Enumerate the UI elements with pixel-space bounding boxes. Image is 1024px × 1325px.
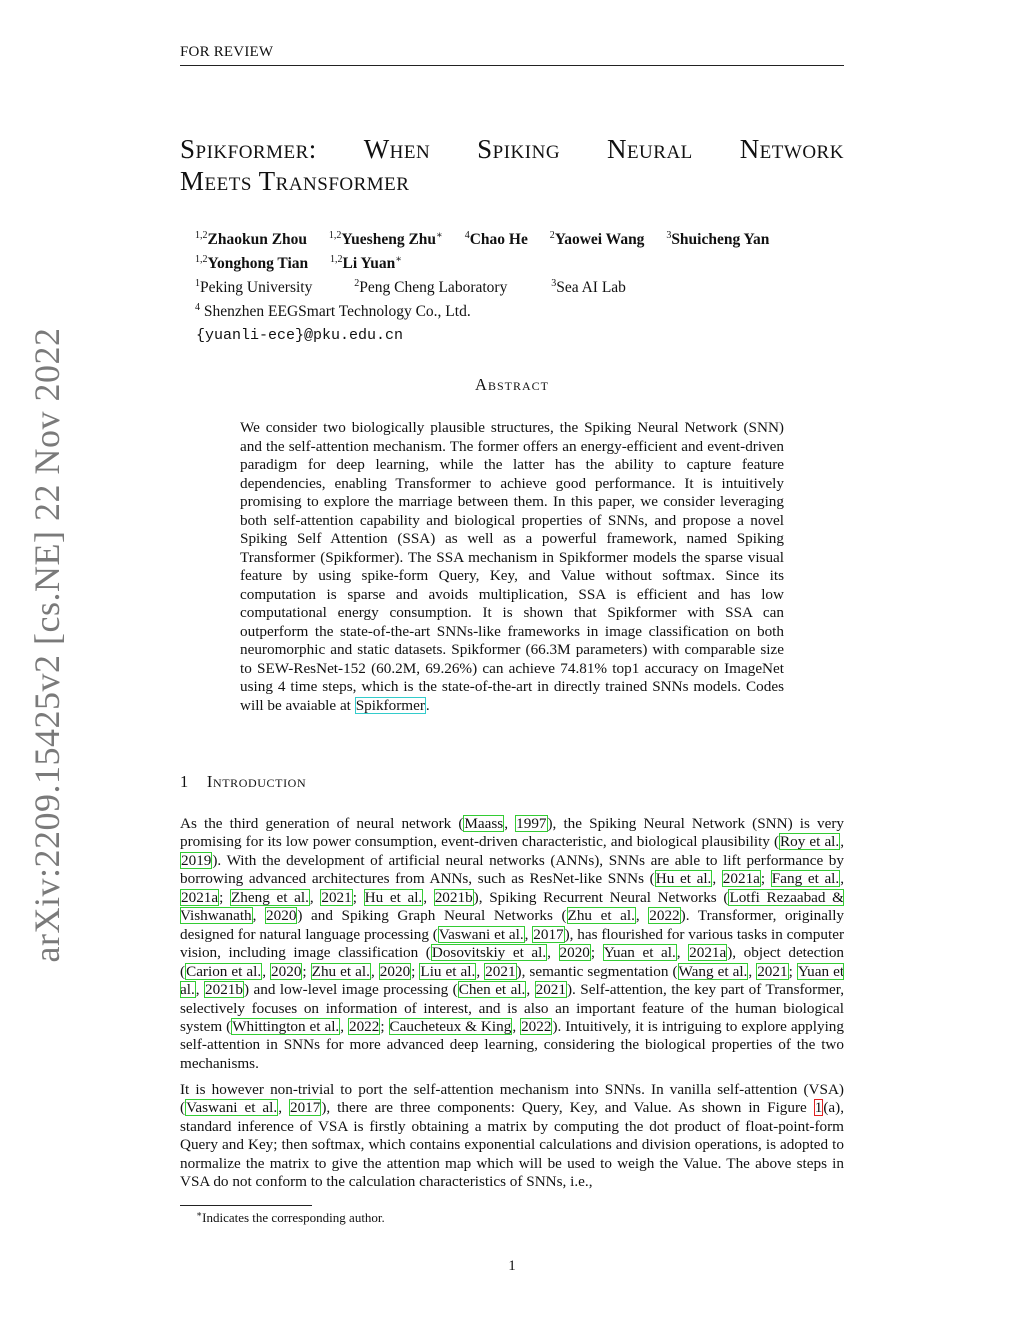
citation-link[interactable]: Wang et al.	[678, 962, 748, 980]
abstract-end: .	[425, 696, 430, 714]
citation-link[interactable]: 2020	[271, 962, 302, 980]
citation-link[interactable]: 2020	[379, 962, 411, 980]
author-name: Zhaokun Zhou	[207, 231, 308, 248]
title-word: When	[363, 134, 431, 164]
citation-link[interactable]: Hu et al.	[364, 888, 423, 906]
paragraph-text: ), semantic segmentation (	[516, 962, 678, 980]
citation-link[interactable]: Hu et al.	[655, 870, 712, 888]
author-affiliation-mark: 1,2	[330, 254, 343, 265]
affiliation-number: 2	[354, 278, 360, 289]
paragraph-text: It is however non-trivial to port the self-attention mechanism into SNNs. In vanilla self-attention (VSA) (	[180, 1081, 844, 1117]
author-affiliation-mark: 3	[666, 230, 672, 241]
affiliation-name: Shenzhen EEGSmart Technology Co., Ltd.	[203, 303, 471, 320]
paragraph-text: ). Intuitively, it is intriguing to explore applying self-attention in SNNs for more advanced deep learning, considering the biological properties of the two mechanisms.	[180, 1017, 844, 1072]
citation-link[interactable]: 2021	[535, 981, 566, 999]
section-number: 1	[180, 772, 189, 791]
citation-link[interactable]: 2021	[485, 962, 516, 980]
citation-link[interactable]: Yuan et al.	[180, 962, 845, 999]
citation-link[interactable]: Carion et al.	[186, 962, 262, 980]
paragraph-text: ,	[748, 962, 757, 980]
paragraph-text: ;	[380, 1017, 389, 1035]
author-name: Chao He	[469, 231, 528, 248]
affiliation-number: 4	[195, 302, 200, 313]
paper-title	[180, 133, 844, 197]
paragraph-text: ,	[547, 944, 559, 962]
footnote	[196, 1209, 385, 1226]
citation-link[interactable]: 2019	[181, 851, 212, 869]
paragraph-text: ,	[524, 925, 533, 943]
author-affiliation-mark: 1,2	[328, 230, 342, 241]
citation-link[interactable]: 2021a	[722, 870, 760, 888]
paragraph-text: ,	[512, 1017, 521, 1035]
paragraph-text: ,	[423, 888, 434, 906]
paragraph-text: ;	[302, 962, 311, 980]
corresponding-mark: ∗	[395, 254, 403, 265]
citation-link[interactable]: Zheng et al.	[231, 888, 309, 906]
running-header: FOR REVIEW	[180, 44, 274, 60]
paragraph-text: ) and low-level image processing (	[243, 981, 458, 999]
page-number: 1	[508, 1258, 516, 1274]
citation-link[interactable]: 2022	[348, 1017, 380, 1035]
paragraph-text: ;	[411, 962, 420, 980]
paragraph-text: ), Spiking Recurrent Neural Networks (	[473, 888, 729, 906]
paragraph-text: ,	[476, 962, 485, 980]
paragraph-text: ,	[340, 1017, 348, 1035]
citation-link[interactable]: Maass	[464, 815, 504, 832]
author-affiliation-mark: 2	[549, 230, 555, 241]
paragraph-text: ,	[676, 944, 689, 962]
paragraph-text: ,	[712, 870, 722, 888]
header-rule	[180, 65, 844, 66]
citation-link[interactable]: 2022	[649, 907, 680, 925]
abstract-text: We consider two biologically plausible structures, the Spiking Neural Network (SNN) and the self-attention mechanism. The former offers an energy-efficient and event-driven paradigm for deep learning, while the latter has the ability to capture feature dependencies, enabling Transformer to achieve good performance. It is intuitively promising to explore the marriage between them. In this paper, we consider leveraging both self-attention capability and biological properties of SNNs, and propose a novel Spiking Self Attention (SSA) as well as a powerful framework, named Spiking Transformer (Spikformer). The SSA mechanism in Spikformer models the sparse visual feature by using spike-form Query, Key, and Value without softmax. Since its computation is sparse and avoids multiplication, SSA is efficient and has low computational energy consumption. It is shown that Spikformer with SSA can outperform the state-of-the-art SNNs-like frameworks in image classification on both neuromorphic and static datasets. Spikformer (66.3M parameters) with comparable size to SEW-ResNet-152 (60.2M, 69.26%) can achieve 74.81% top1 accuracy on ImageNet using 4 time steps, which is the state-of-the-art in directly trained SNNs models. Codes will be avaiable at	[240, 419, 784, 714]
citation-link[interactable]: 2021b	[434, 888, 473, 906]
paragraph-text: ), there are three components: Query, Key, and Value. As shown in Figure	[321, 1099, 814, 1117]
paragraph-text: ), object detection (	[180, 944, 845, 980]
paragraph-text: ). With the development of artificial neural networks (ANNs), SNNs are able to lift performance by borrowing advanced architectures from ANNs, such as ResNet-like SNNs (	[180, 851, 844, 888]
author-name: Yonghong Tian	[207, 255, 309, 272]
introduction-paragraph-2	[180, 1081, 844, 1192]
citation-link[interactable]: 2017	[289, 1099, 321, 1117]
paragraph-text: ,	[309, 888, 321, 906]
paragraph-text: (a), standard inference of VSA is firstly obtaining a matrix by computing the dot product of float-point-form Query and Key; then softmax, which contains exponential calculations and division operations, is adopted to normalize the matrix to give the attention map which will be used to weigh the Value. The above steps in VSA do not conform to the calculation characteristics of SNNs, i.e.,	[180, 1099, 844, 1191]
paragraph-text: ,	[504, 815, 516, 832]
citation-link[interactable]: 2020	[559, 944, 590, 962]
citation-link[interactable]: 2021a	[181, 888, 219, 906]
citation-link[interactable]: 2021a	[689, 944, 727, 962]
citation-link[interactable]: Lotfi Rezaabad & Vishwanath	[180, 888, 844, 925]
paragraph-text: ,	[635, 907, 649, 925]
affiliation-name: Sea AI Lab	[556, 279, 626, 296]
affiliation-row	[195, 274, 845, 298]
affiliation-row	[195, 298, 845, 322]
citation-link[interactable]: Vaswani et al.	[438, 925, 524, 943]
author-row-1	[195, 226, 845, 250]
author-affiliation-mark: 4	[464, 230, 470, 241]
author-name: Yuesheng Zhu	[341, 231, 437, 248]
abstract-heading: Abstract	[475, 375, 549, 394]
citation-link[interactable]: 1997	[516, 815, 547, 832]
title-line-2: Meets Transformer	[180, 166, 410, 196]
citation-link[interactable]: Roy et al.	[780, 833, 840, 851]
affiliation-number: 3	[551, 278, 557, 289]
footnote-mark: ∗	[196, 1209, 203, 1219]
author-block	[195, 226, 845, 346]
author-name: Shuicheng Yan	[671, 231, 770, 248]
paragraph-text: ,	[262, 962, 271, 980]
figure-reference-link[interactable]: 1	[814, 1099, 823, 1117]
code-link[interactable]: Spikformer	[355, 696, 425, 714]
title-word: Spikformer:	[180, 134, 317, 164]
citation-link[interactable]: Yuan et al.	[603, 944, 676, 962]
arxiv-identifier-stamp: arXiv:2209.15425v2 [cs.NE] 22 Nov 2022	[27, 327, 67, 963]
citation-link[interactable]: Fang et al.	[771, 870, 840, 888]
affiliation-name: Peng Cheng Laboratory	[359, 279, 508, 296]
paragraph-text: ,	[840, 833, 844, 851]
paragraph-text: ,	[370, 962, 379, 980]
citation-link[interactable]: Dosovitskiy et al.	[431, 944, 547, 962]
section-heading-introduction	[180, 772, 306, 792]
title-word: Neural	[606, 134, 693, 164]
citation-link[interactable]: Zhu et al.	[567, 907, 635, 925]
paragraph-text: As the third generation of neural network (	[180, 815, 464, 832]
paragraph-text: ,	[252, 907, 266, 925]
citation-link[interactable]: Liu et al.	[420, 962, 476, 980]
introduction-paragraph-1	[180, 815, 844, 1073]
affiliation-number: 1	[195, 278, 200, 289]
paragraph-text: ), the Spiking Neural Network (SNN) is very promising for its low power consumption, event-driven characteristic, and biological plausibility (	[180, 815, 845, 851]
paragraph-text: ,	[278, 1099, 289, 1117]
author-name: Li Yuan	[342, 255, 396, 272]
section-title: Introduction	[206, 772, 307, 791]
paragraph-text: ;	[352, 888, 364, 906]
corresponding-mark: ∗	[436, 230, 443, 241]
paragraph-text: ). Self-attention, the key part of Transformer, selectively focuses on information of interest, and is also an important feature of the human biological system (	[180, 981, 845, 1035]
citation-link[interactable]: 2021	[321, 888, 352, 906]
author-row-2	[195, 250, 845, 274]
citation-link[interactable]: 2020	[266, 907, 297, 925]
citation-link[interactable]: Caucheteux & King	[389, 1017, 512, 1035]
citation-link[interactable]: 2017	[533, 925, 564, 943]
footnote-text: Indicates the corresponding author.	[202, 1210, 385, 1225]
citation-link[interactable]: 2021	[757, 962, 788, 980]
author-affiliation-mark: 1,2	[195, 230, 208, 241]
paragraph-text: ;	[590, 944, 603, 962]
paragraph-text: ,	[526, 981, 535, 999]
title-word: Network	[739, 134, 844, 164]
title-word: Spiking	[477, 134, 561, 164]
citation-link[interactable]: 2022	[521, 1017, 552, 1035]
citation-link[interactable]: Zhu et al.	[311, 962, 370, 980]
footnote-rule	[180, 1205, 312, 1206]
citation-link[interactable]: Chen et al.	[458, 981, 526, 999]
abstract-body	[240, 419, 784, 715]
contact-email: {yuanli-ece}@pku.edu.cn	[196, 327, 404, 344]
affiliation-name: Peking University	[200, 279, 313, 296]
author-affiliation-mark: 1,2	[195, 254, 208, 265]
paragraph-text: ;	[788, 962, 797, 980]
citation-link[interactable]: Whittington et al.	[232, 1017, 340, 1035]
paragraph-text: ;	[760, 870, 771, 888]
citation-link[interactable]: Vaswani et al.	[186, 1099, 278, 1117]
paragraph-text: ;	[219, 888, 231, 906]
paragraph-text: ), has flourished for various tasks in computer vision, including image classification (	[180, 925, 845, 962]
title-line-1	[180, 133, 844, 165]
paragraph-text: ,	[840, 870, 844, 888]
author-name: Yaowei Wang	[554, 231, 645, 248]
paragraph-text: ,	[195, 981, 205, 999]
citation-link[interactable]: 2021b	[205, 981, 243, 999]
paragraph-text: ) and Spiking Graph Neural Networks (	[297, 907, 567, 925]
paragraph-text: ). Transformer, originally designed for natural language processing (	[180, 907, 845, 943]
